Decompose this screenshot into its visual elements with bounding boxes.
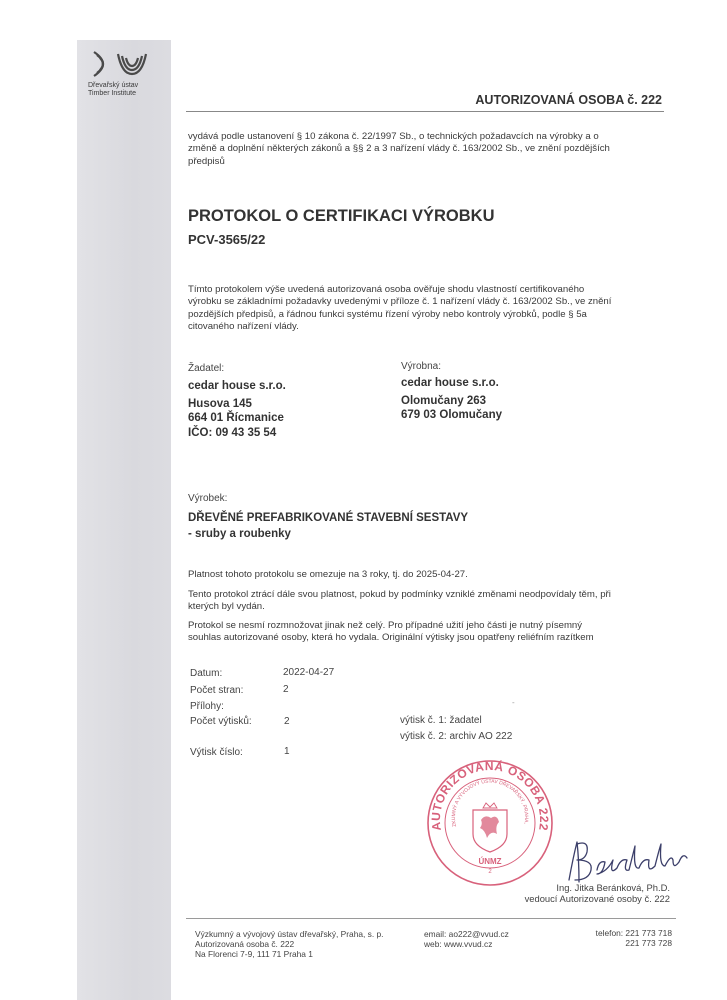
intro-line: citovaného nařízení vlády.	[188, 321, 299, 333]
applicant-city: 664 01 Řícmanice	[188, 412, 284, 424]
loss-of-validity	[188, 589, 668, 614]
attachments-label: Přílohy:	[190, 701, 224, 712]
stamp-number: 2	[488, 869, 492, 875]
manufacturer-block	[401, 376, 502, 423]
loss-of-validity-line: kterých byl vydán.	[188, 601, 265, 613]
manufacturer-label: Výrobna:	[401, 361, 442, 372]
stamp-inner-text: ZKUMNÝ A VÝVOJOVÝ ÚSTAV DŘEVAŘSKÝ, PRAHA,	[450, 778, 530, 828]
stamp-outer-text: AUTORIZOVANÁ OSOBA 222	[428, 759, 552, 832]
applicant-label: Žadatel:	[188, 363, 225, 374]
loss-of-validity-line: Tento protokol ztrácí dále svou platnost, pokud by podmínky vzniklé změnami neodpovídaly těm, při	[188, 589, 611, 600]
date-value: 2022-04-27	[283, 667, 335, 678]
footer-contacts	[424, 929, 509, 949]
manufacturer-street: Olomučany 263	[401, 394, 487, 407]
copy-2-recipient: výtisk č. 2: archiv AO 222	[400, 731, 513, 742]
intro-line: výrobku se základními požadavky uvedenými v příloze č. 1 nařízení vlády č. 163/2002 Sb., ve znění	[188, 296, 612, 308]
product-detail: - sruby a roubenky	[188, 528, 291, 540]
validity-text: Platnost tohoto protokolu se omezuje na 3 roky, tj. do 2025-04-27.	[188, 569, 468, 580]
footer-org-address: Na Florenci 7-9, 111 71 Praha 1	[195, 949, 313, 959]
authorized-person-header: AUTORIZOVANÁ OSOBA č. 222	[475, 93, 662, 107]
footer-phone-2: 221 773 728	[625, 938, 672, 948]
logo-mark-icon	[88, 46, 154, 82]
footer-org-ao: Autorizovaná osoba č. 222	[195, 939, 295, 949]
footer-divider	[186, 918, 676, 919]
footer-phones	[560, 928, 672, 948]
official-stamp	[425, 758, 555, 888]
copy-rule	[188, 620, 668, 645]
footer-org-name: Výzkumný a vývojový ústav dřevařský, Praha, s. p.	[195, 929, 384, 939]
manufacturer-city: 679 03 Olomučany	[401, 409, 502, 421]
signer-block	[500, 882, 670, 905]
copy-1-recipient: výtisk č. 1: žadatel	[400, 715, 482, 726]
copies-label: Počet výtisků:	[190, 716, 252, 727]
pages-label: Počet stran:	[190, 685, 244, 696]
signer-name: Ing. Jitka Beránková, Ph.D.	[556, 882, 670, 893]
intro-paragraph	[188, 284, 668, 334]
header-divider	[186, 111, 664, 112]
intro-line: pozdějších předpisů, a řádnou funkci systému řízení výroby nebo kontroly výrobků, podle § 5a	[188, 308, 587, 320]
stamp-mark: ÚNMZ	[478, 857, 502, 866]
document-title: PROTOKOL O CERTIFIKACI VÝROBKU	[188, 207, 495, 225]
copies-value: 2	[284, 716, 290, 727]
attachments-value: -	[512, 698, 515, 707]
product-name: DŘEVĚNÉ PREFABRIKOVANÉ STAVEBNÍ SESTAVY	[188, 512, 469, 524]
product-label: Výrobek:	[188, 493, 228, 504]
pages-value: 2	[283, 684, 289, 695]
applicant-name: cedar house s.r.o.	[188, 380, 286, 392]
intro-line: Tímto protokolem výše uvedená autorizovaná osoba ověřuje shodu vlastností certifikovaného	[188, 284, 585, 295]
legal-basis-line: vydává podle ustanovení § 10 zákona č. 22/1997 Sb., o technických požadavcích na výrobky a o	[188, 131, 599, 142]
side-gray-band	[77, 40, 171, 1000]
footer-phone-1: telefon: 221 773 718	[595, 928, 672, 938]
logo-name-cz: Dřevařský ústav	[88, 82, 139, 89]
applicant-ico: IČO: 09 43 35 54	[188, 426, 277, 439]
date-label: Datum:	[190, 668, 223, 679]
footer-web: web: www.vvud.cz	[424, 939, 493, 949]
legal-basis-line: předpisů	[188, 155, 225, 167]
signer-role: vedoucí Autorizované osoby č. 222	[524, 893, 670, 905]
copy-rule-line: souhlas autorizované osoby, která ho vydala. Originální výtisky jsou opatřeny reliéfním razítkem	[188, 632, 594, 644]
legal-basis-line: změně a doplnění některých zákonů a §§ 2 a 3 nařízení vlády č. 163/2002 Sb., ve znění pozdějších	[188, 143, 610, 155]
copy-rule-line: Protokol se nesmí rozmnožovat jinak než celý. Pro případné užití jeho části je nutný písemný	[188, 620, 583, 631]
handwritten-signature	[563, 830, 698, 890]
coat-of-arms-icon	[473, 803, 507, 852]
logo	[88, 46, 163, 98]
footer-email: email: ao222@vvud.cz	[424, 929, 509, 939]
applicant-street: Husova 145	[188, 397, 252, 410]
legal-basis	[188, 131, 668, 168]
footer-organization	[195, 929, 384, 959]
manufacturer-name: cedar house s.r.o.	[401, 377, 499, 389]
copy-number-value: 1	[284, 746, 290, 757]
copy-number-label: Výtisk číslo:	[190, 747, 243, 758]
logo-name-en: Timber Institute	[88, 90, 136, 97]
applicant-block	[188, 379, 286, 440]
protocol-number: PCV-3565/22	[188, 232, 266, 247]
